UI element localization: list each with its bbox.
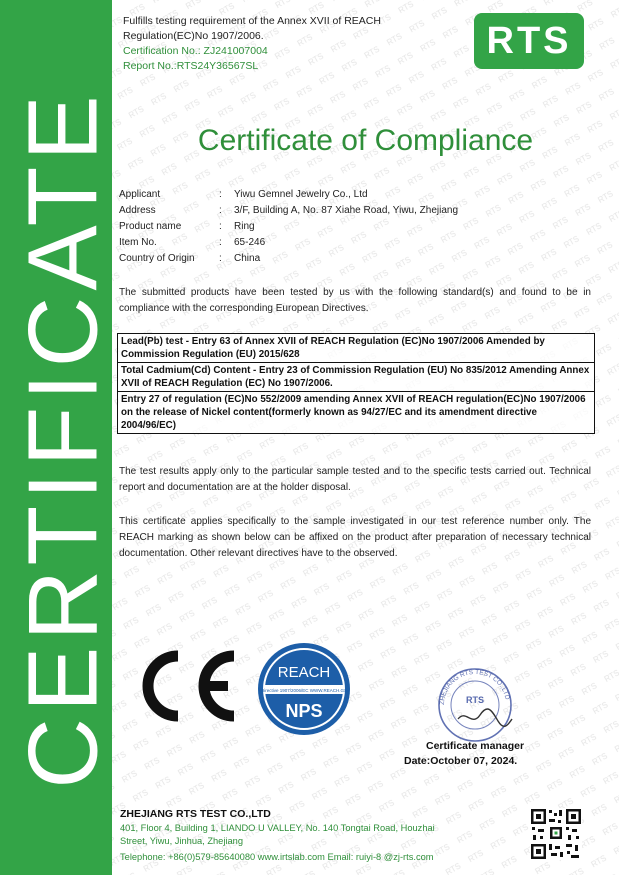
info-value: Ring [234,220,255,232]
standard-row-nickel: Entry 27 of regulation (EC)No 552/2009 amending Annex XVII of REACH regulation(EC)No 1907/2006 on the release of Nickel content(formerly known as 94/27/EC and its amendment directive 2004/96/EC) [121,394,586,431]
info-label: Applicant [119,188,161,200]
footer-address-line-1: 401, Floor 4, Building 1, LIANDO U VALLEY, No. 140 Tongtai Road, Houzhai [120,823,435,833]
info-label: Country of Origin [119,252,195,264]
footer-address [120,822,460,848]
applies-paragraph: This certificate applies specifically to the sample investigated in our test reference number only. The REACH marking as shown below can be affixed on the product after preparation of necessary technical documentation. Other relevant directives have to the observed. [119,516,591,559]
footer-company-name: ZHEJIANG RTS TEST CO.,LTD [120,808,271,820]
report-number: Report No.:RTS24Y36567SL [123,60,259,72]
info-value: Yiwu Gemnel Jewelry Co., Ltd [234,188,368,200]
info-colon: : [219,236,222,248]
intro-paragraph: The submitted products have been tested by us with the following standard(s) and found to be in compliance with the corresponding European Directives. [119,287,591,314]
info-label: Product name [119,220,182,232]
issue-date: Date:October 07, 2024. [404,755,518,767]
requirement-line-2: Regulation(EC)No 1907/2006. [123,30,264,42]
header-block [123,14,381,74]
info-row-item-no [119,234,599,250]
side-banner [0,0,118,875]
info-value: China [234,252,261,264]
info-value: 65-246 [234,236,266,248]
svg-text:RTS: RTS [466,695,484,705]
certificate-content [112,0,619,875]
standard-row-cadmium: Total Cadmium(Cd) Content - Entry 23 of Commission Regulation (EU) No 835/2012 Amending Annex XVII of REACH Regulation (EC) No 1907/2006. [118,363,594,392]
info-colon: : [219,220,222,232]
info-label: Address [119,204,156,216]
side-banner-text: CERTIFICATE [7,89,118,789]
requirement-line-1: Fulfills testing requirement of the Annex XVII of REACH [123,15,381,27]
rts-logo-text: RTS [486,20,572,62]
footer-contact: Telephone: +86(0)579-85640080 www.irtslab.com Email: ruiyi-8 @zj-rts.com [120,852,434,862]
info-colon: : [219,204,222,216]
reach-logo-title: REACH [277,664,331,681]
company-seal-stamp [428,661,522,743]
certification-number: Certification No.: ZJ241007004 [123,45,268,57]
rts-logo [474,13,584,69]
footer-address-line-2: Street, Yiwu, Jinhua, Zhejiang [120,836,243,846]
info-row-product-name [119,218,599,234]
applicant-info-table [119,186,599,266]
results-paragraph: The test results apply only to the particular sample tested and to the specific tests carried out. Technical report and documentation are at the holder disposal. [119,466,591,493]
standard-row-lead: Lead(Pb) test - Entry 63 of Annex XVII of REACH Regulation (EC)No 1907/2006 Amended by Commission Regulation (EU) 2015/628 [118,334,594,363]
info-label: Item No. [119,236,157,248]
ce-mark-icon [134,648,244,724]
reach-logo-subtitle: Directive 1907/2006/EC WWW.REACH.GS [260,688,348,693]
certificate-manager-label: Certificate manager [426,740,525,752]
info-row-applicant [119,186,599,202]
standards-table [117,333,595,434]
info-value: 3/F, Building A, No. 87 Xiahe Road, Yiwu, Zhejiang [234,204,459,216]
svg-text:ZHEJIANG RTS TEST CO.,LTD: ZHEJIANG RTS TEST CO.,LTD [438,668,511,706]
certificate-title: Certificate of Compliance [197,124,534,157]
qr-code-icon [530,808,582,860]
info-colon: : [219,252,222,264]
signature-icon [458,709,512,726]
reach-logo [256,641,352,737]
reach-logo-bottom: NPS [285,701,323,721]
info-row-country-of-origin [119,250,599,266]
info-colon: : [219,188,222,200]
info-row-address [119,202,599,218]
